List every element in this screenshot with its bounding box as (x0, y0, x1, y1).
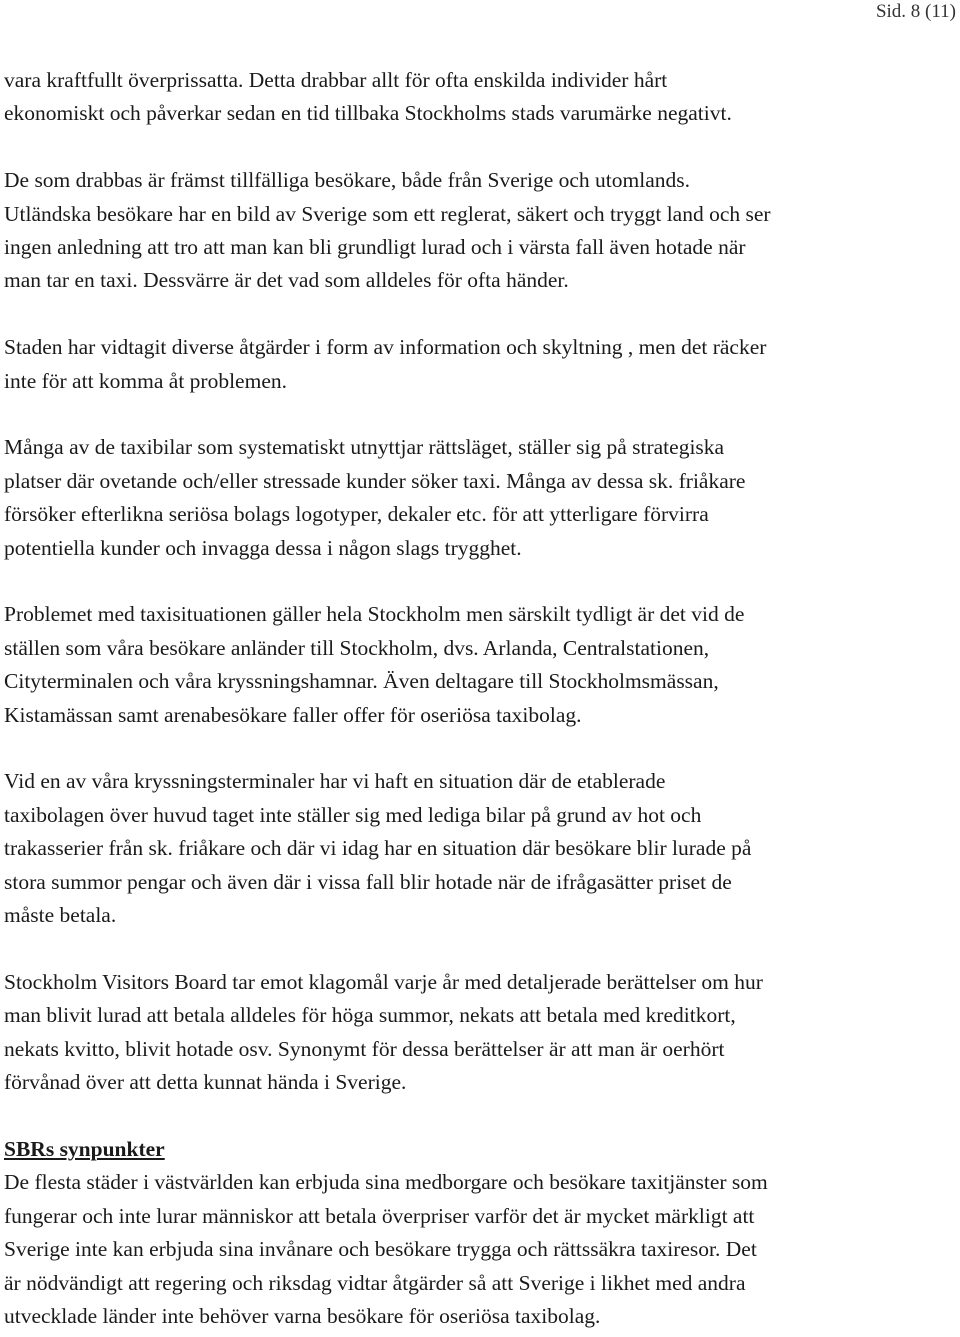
text-line: taxibolagen över huvud taget inte ställer sig med lediga bilar på grund av hot och (4, 802, 702, 827)
text-line: Sverige inte kan erbjuda sina invånare och besökare trygga och rättssäkra taxiresor. Det (4, 1237, 757, 1262)
text-line: försöker efterlikna seriösa bolags logotyper, dekaler etc. för att ytterligare förvirra (4, 502, 709, 527)
text-line: man blivit lurad att betala alldeles för höga summor, nekats att betala med kreditkort, (4, 1003, 736, 1028)
section-sbr (4, 1133, 956, 1333)
text-line: vara kraftfullt överprissatta. Detta drabbar allt för ofta enskilda individer hårt (4, 68, 668, 92)
text-line: man tar en taxi. Dessvärre är det vad som alldeles för ofta händer. (4, 268, 569, 293)
text-line: är nödvändigt att regering och riksdag vidtar åtgärder så att Sverige i likhet med andra (4, 1270, 746, 1295)
text-line: måste betala. (4, 903, 117, 928)
text-line: utvecklade länder inte behöver varna besökare för oseriösa taxibolag. (4, 1303, 601, 1328)
text-line: nekats kvitto, blivit hotade osv. Synonymt för dessa berättelser är att man är oerhört (4, 1036, 725, 1061)
text-line: Utländska besökare har en bild av Sverige som ett reglerat, säkert och tryggt land och ser (4, 201, 771, 226)
document-body (4, 64, 956, 1333)
page-number: Sid. 8 (11) (875, 1, 956, 22)
text-line: De flesta städer i västvärlden kan erbjuda sina medborgare och besökare taxitjänster som (4, 1170, 768, 1195)
paragraph-3 (4, 331, 956, 398)
text-line: stora summor pengar och även där i vissa fall blir hotade när de ifrågasätter priset de (4, 869, 732, 894)
text-line: förvånad över att detta kunnat hända i Sverige. (4, 1070, 407, 1095)
text-line: Många av de taxibilar som systematiskt utnyttjar rättsläget, ställer sig på strategiska (4, 435, 725, 460)
text-line: Cityterminalen och våra kryssningshamnar. Även deltagare till Stockholmsmässan, (4, 669, 719, 694)
text-line: Problemet med taxisituationen gäller hela Stockholm men särskilt tydligt är det vid de (4, 602, 745, 627)
text-line: inte för att komma åt problemen. (4, 368, 287, 393)
section-heading: SBRs synpunkter (4, 1136, 165, 1161)
text-line: Vid en av våra kryssningsterminaler har vi haft en situation där de etablerade (4, 769, 666, 794)
paragraph-6 (4, 765, 956, 932)
text-line: Stockholm Visitors Board tar emot klagomål varje år med detaljerade berättelser om hur (4, 969, 763, 994)
text-line: trakasserier från sk. friåkare och där vi idag har en situation där besökare blir lurade på (4, 836, 752, 861)
text-line: potentiella kunder och invagga dessa i någon slags trygghet. (4, 535, 522, 560)
text-line: ingen anledning att tro att man kan bli grundligt lurad och i värsta fall även hotade när (4, 235, 746, 260)
paragraph-4 (4, 431, 956, 565)
text-line: fungerar och inte lurar människor att betala överpriser varför det är mycket märkligt att (4, 1203, 755, 1228)
text-line: De som drabbas är främst tillfälliga besökare, både från Sverige och utomlands. (4, 168, 690, 193)
text-line: Staden har vidtagit diverse åtgärder i form av information och skyltning , men det räcker (4, 335, 767, 360)
paragraph-5 (4, 598, 956, 732)
text-line: Kistamässan samt arenabesökare faller offer för oseriösa taxibolag. (4, 702, 582, 727)
paragraph-1 (4, 64, 956, 131)
text-line: ställen som våra besökare anländer till Stockholm, dvs. Arlanda, Centralstationen, (4, 635, 710, 660)
text-line: ekonomiskt och påverkar sedan en tid tillbaka Stockholms stads varumärke negativt. (4, 101, 732, 126)
paragraph-2 (4, 164, 956, 298)
paragraph-7 (4, 966, 956, 1100)
text-line: platser där ovetande och/eller stressade kunder söker taxi. Många av dessa sk. friåkare (4, 468, 746, 493)
